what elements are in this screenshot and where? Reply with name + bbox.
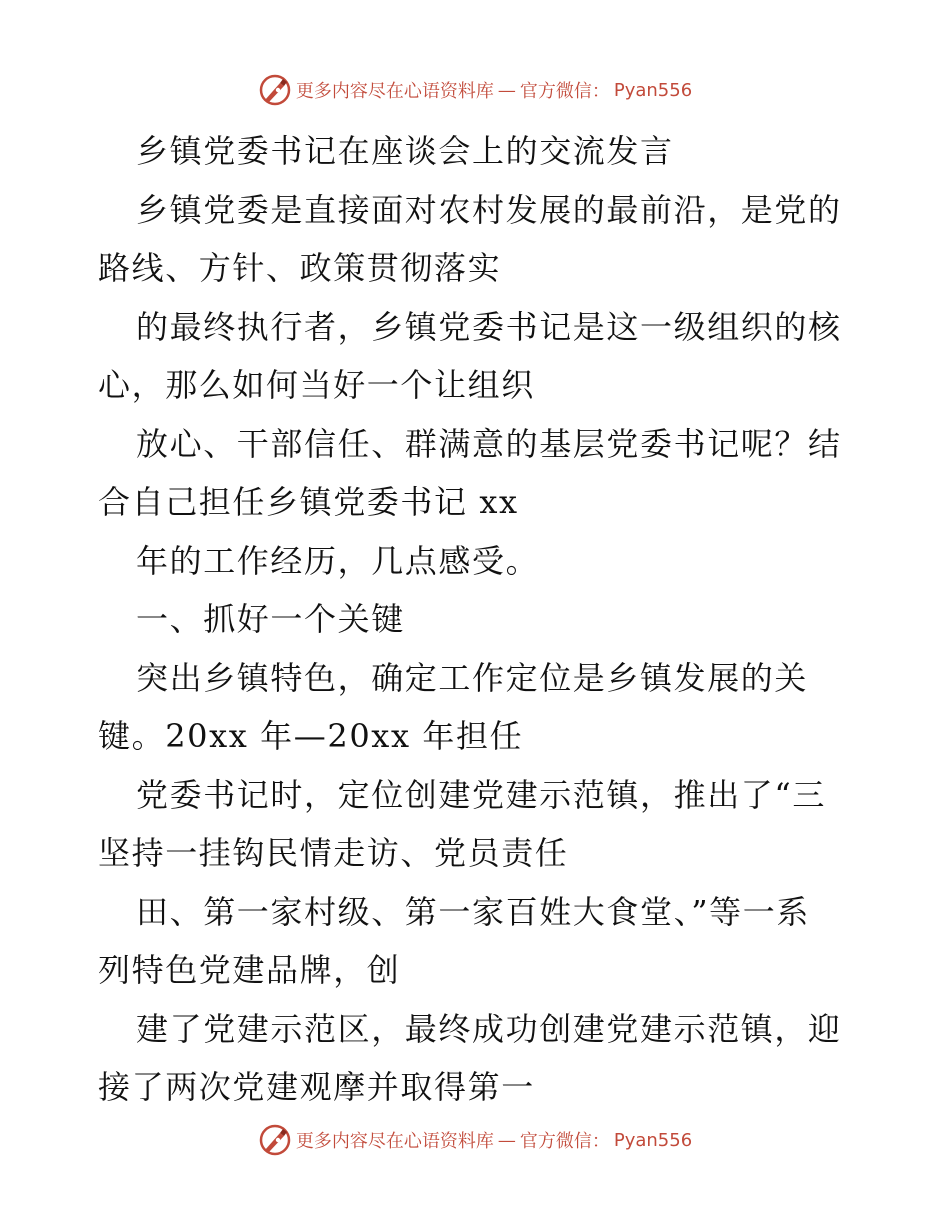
document-body (98, 122, 858, 1117)
paragraph-line: 键。20xx 年—20xx 年担任 (98, 717, 524, 755)
watermark-wechat-label: 官方微信： (519, 81, 610, 102)
watermark-text: 更多内容尽在心语资料库 (295, 1131, 494, 1152)
paragraph-line: 的最终执行者，乡镇党委书记是这一级组织的核 (136, 307, 842, 346)
paragraph-line: 列特色党建品牌，创 (98, 951, 401, 989)
paragraph-line: 乡镇党委是直接面对农村发展的最前沿，是党的 (136, 190, 842, 229)
document-title: 乡镇党委书记在座谈会上的交流发言 (136, 132, 674, 170)
watermark-text: 更多内容尽在心语资料库 (295, 81, 494, 102)
footer-watermark (0, 1120, 950, 1160)
paragraph-line: 年的工作经历，几点感受。 (136, 541, 540, 580)
paragraph-line: 心，那么如何当好一个让组织 (98, 366, 535, 404)
pen-logo-icon (258, 1123, 292, 1157)
pen-logo-icon (258, 73, 292, 107)
watermark-wechat-id: Pyan556 (613, 1129, 693, 1151)
paragraph-line: 党委书记时，定位创建党建示范镇，推出了“三 (136, 775, 826, 814)
paragraph-line: 合自己担任乡镇党委书记 xx (98, 483, 519, 521)
paragraph-line: 放心、干部信任、群满意的基层党委书记呢？结 (136, 424, 842, 463)
paragraph-line: 建了党建示范区，最终成功创建党建示范镇，迎 (136, 1009, 842, 1048)
watermark-wechat-id: Pyan556 (613, 79, 693, 101)
paragraph-line: 突出乡镇特色，确定工作定位是乡镇发展的关 (136, 658, 809, 697)
header-watermark (0, 70, 950, 110)
paragraph-line: 路线、方针、政策贯彻落实 (98, 249, 502, 287)
watermark-wechat-label: 官方微信： (519, 1131, 610, 1152)
watermark-separator: — (497, 1129, 516, 1151)
paragraph-line: 田、第一家村级、第一家百姓大食堂、”等一系 (136, 892, 810, 931)
watermark-separator: — (497, 79, 516, 101)
section-heading: 一、抓好一个关键 (136, 600, 405, 638)
paragraph-line: 接了两次党建观摩并取得第一 (98, 1068, 535, 1106)
paragraph-line: 坚持一挂钩民情走访、党员责任 (98, 834, 569, 872)
